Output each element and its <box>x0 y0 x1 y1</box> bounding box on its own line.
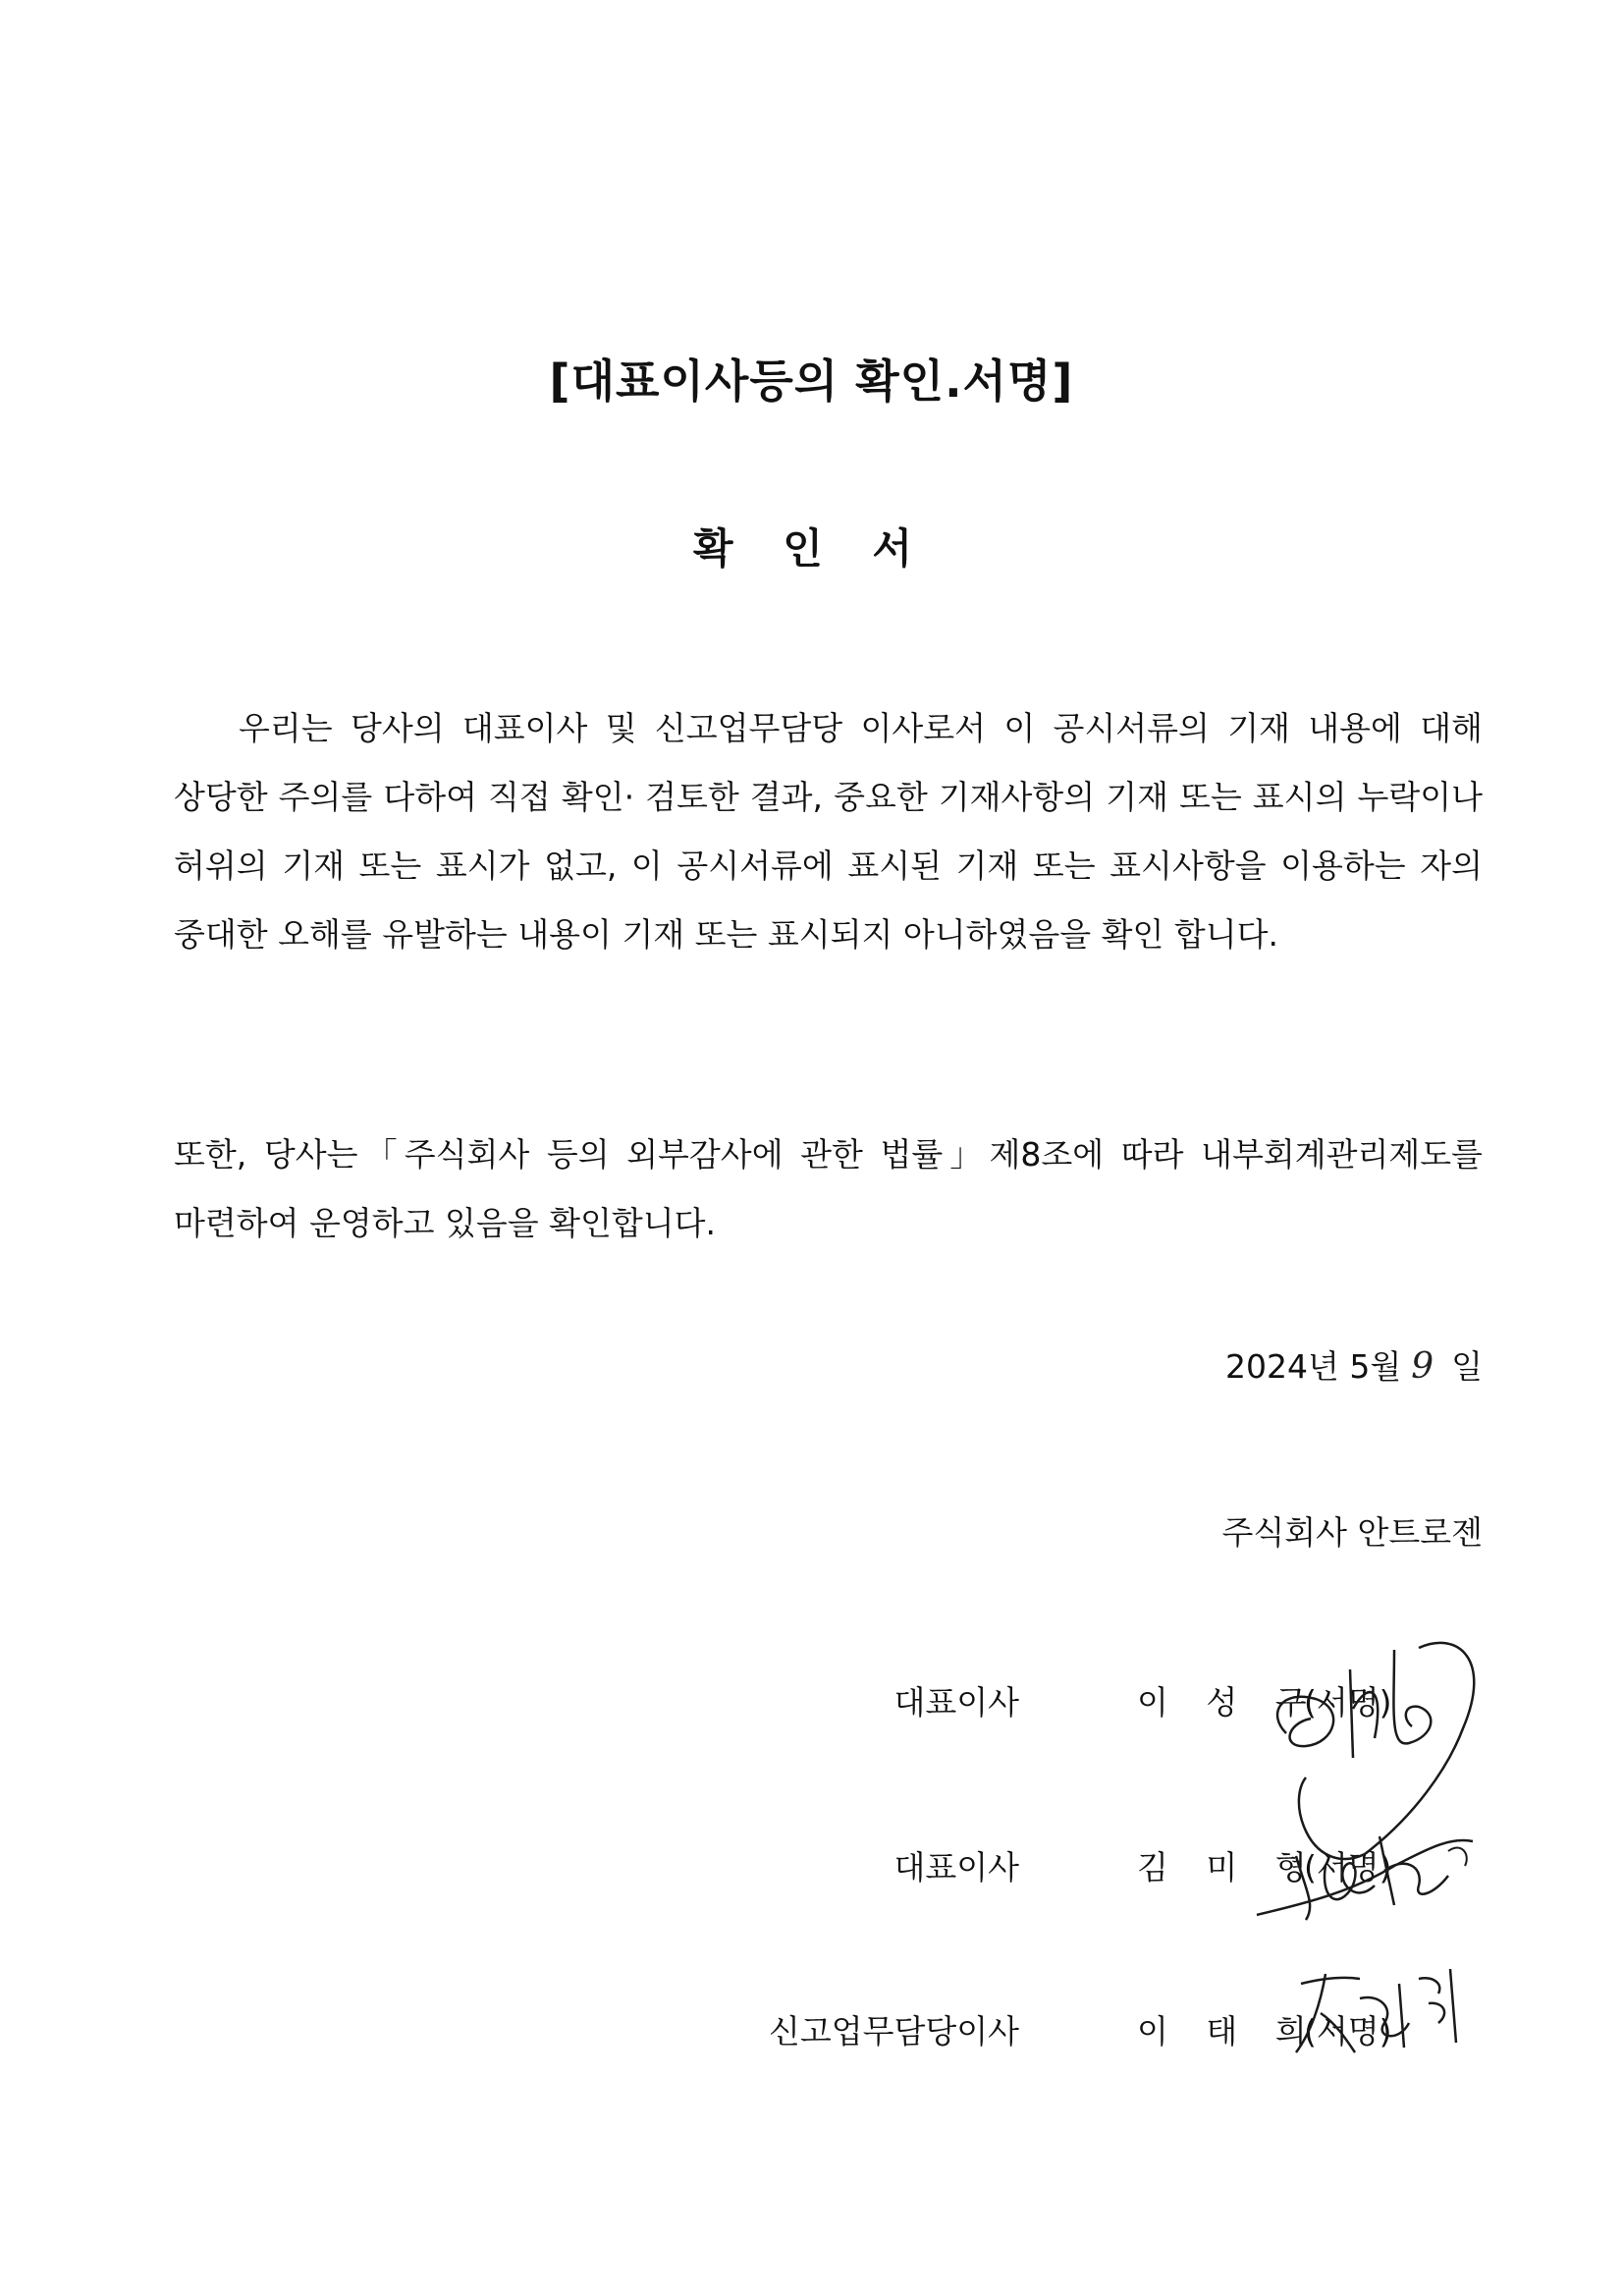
signatory-name: 이 태 희 <box>1137 2012 1321 2050</box>
signature-mark: (서명) <box>1304 1683 1392 1722</box>
signatory-name: 이 성 구 <box>1137 1683 1321 1722</box>
signatory-row <box>0 1834 1623 1893</box>
company-name: 주식회사 안트로젠 <box>1221 1513 1483 1552</box>
date-line <box>1225 1341 1483 1388</box>
page-title: [대표이사등의 확인.서명] <box>549 355 1074 408</box>
document-heading: 확 인 서 <box>693 524 930 573</box>
signatory-row <box>0 1998 1623 2057</box>
signatory-role: 대표이사 <box>893 1683 1019 1722</box>
date-suffix: 일 <box>1451 1347 1483 1386</box>
handwritten-day: 9 <box>1411 1346 1434 1387</box>
signatory-row <box>0 1669 1623 1728</box>
signatory-role: 대표이사 <box>893 1848 1019 1886</box>
internal-control-paragraph: 또한, 당사는「주식회사 등의 외부감사에 관한 법률」제8조에 따라 내부회계관리제도를 마련하여 운영하고 있음을 확인합니다. <box>174 1135 1483 1242</box>
confirmation-paragraph: 우리는 당사의 대표이사 및 신고업무담당 이사로서 이 공시서류의 기재 내용에 대해 상당한 주의를 다하여 직접 확인· 검토한 결과, 중요한 기재사항의 기재 또는 표시의 누락이나 허위의 기재 또는 표시가 없고, 이 공시서류에 표시된 기재 또는 표시사항을 이용하는 자의 중대한 오해를 유발하는 내용이 기재 또는 표시되지 아니하였음을 확인 합니다. <box>174 709 1483 954</box>
signature-mark: (서명) <box>1304 2012 1392 2050</box>
signature-mark: (서명) <box>1304 1848 1392 1886</box>
signatory-role: 신고업무담당이사 <box>768 2012 1019 2050</box>
signatory-name: 김 미 형 <box>1137 1848 1321 1886</box>
date-prefix: 2024년 5월 <box>1224 1347 1402 1386</box>
